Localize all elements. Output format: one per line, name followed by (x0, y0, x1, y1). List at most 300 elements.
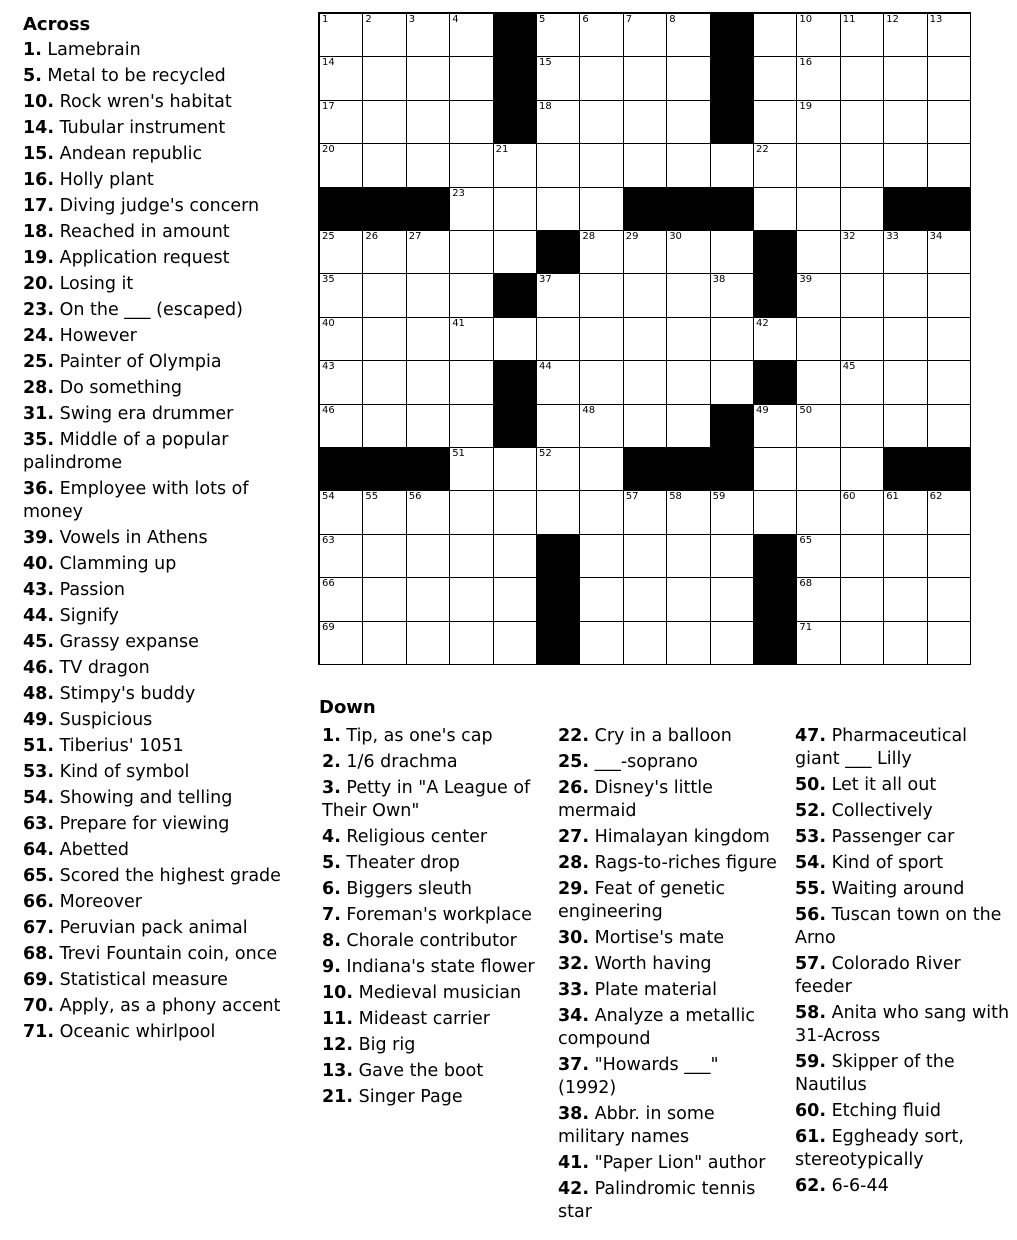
clue-number: 69 (23, 970, 48, 990)
grid-cell[interactable] (320, 491, 363, 534)
black-square (754, 622, 797, 665)
grid-cell[interactable] (494, 535, 537, 578)
clue-number: 20 (23, 274, 48, 294)
grid-cell[interactable] (363, 405, 406, 448)
grid-cell[interactable] (928, 14, 971, 57)
grid-cell[interactable] (494, 144, 537, 187)
grid-cell[interactable] (667, 318, 710, 361)
cell-number: 48 (582, 404, 596, 416)
grid-cell[interactable] (884, 535, 927, 578)
grid-cell[interactable] (797, 14, 840, 57)
grid-cell[interactable] (928, 231, 971, 274)
grid-cell[interactable] (320, 14, 363, 57)
grid-cell[interactable] (624, 361, 667, 404)
grid-cell[interactable] (667, 14, 710, 57)
clue-number: 38 (558, 1104, 583, 1124)
grid-cell[interactable] (754, 448, 797, 491)
grid-cell[interactable] (928, 578, 971, 621)
grid-cell[interactable] (797, 188, 840, 231)
grid-cell[interactable] (407, 578, 450, 621)
grid-cell[interactable] (537, 405, 580, 448)
grid-cell[interactable] (884, 318, 927, 361)
grid-cell[interactable] (407, 231, 450, 274)
clue-number-dot: . (582, 827, 590, 847)
grid-cell[interactable] (711, 231, 754, 274)
grid-cell[interactable] (841, 405, 884, 448)
grid-cell[interactable] (754, 188, 797, 231)
clue-number: 48 (23, 684, 48, 704)
grid-cell[interactable] (537, 274, 580, 317)
grid-cell[interactable] (363, 101, 406, 144)
grid-cell[interactable] (363, 274, 406, 317)
grid-cell[interactable] (711, 491, 754, 534)
grid-cell[interactable] (407, 144, 450, 187)
grid-cell[interactable] (320, 578, 363, 621)
grid-cell[interactable] (450, 144, 493, 187)
grid-cell[interactable] (320, 274, 363, 317)
grid-cell[interactable] (884, 14, 927, 57)
grid-cell[interactable] (884, 101, 927, 144)
cell-number: 39 (799, 274, 813, 286)
black-square (884, 448, 927, 491)
grid-cell[interactable] (320, 318, 363, 361)
clue-number: 51 (23, 736, 48, 756)
clue-text: TV dragon (59, 658, 150, 678)
grid-cell[interactable] (537, 144, 580, 187)
clue-number: 7 (322, 905, 335, 925)
clue-number: 6 (322, 879, 335, 899)
clue-text: Apply, as a phony accent (59, 996, 281, 1016)
grid-cell[interactable] (884, 144, 927, 187)
grid-cell[interactable] (884, 578, 927, 621)
grid-cell[interactable] (624, 14, 667, 57)
clue-23 (23, 299, 285, 322)
clue-number-dot: . (47, 144, 55, 164)
grid-cell[interactable] (884, 231, 927, 274)
cell-number: 43 (322, 361, 335, 373)
grid-cell[interactable] (320, 361, 363, 404)
clue-text: Showing and telling (59, 788, 233, 808)
black-square (711, 14, 754, 57)
clue-number: 62 (795, 1176, 820, 1196)
grid-cell[interactable] (537, 188, 580, 231)
clue-3 (322, 777, 544, 823)
cell-number: 37 (539, 274, 552, 286)
grid-cell[interactable] (624, 101, 667, 144)
grid-cell[interactable] (841, 491, 884, 534)
grid-cell[interactable] (667, 231, 710, 274)
grid-cell[interactable] (797, 578, 840, 621)
grid-cell[interactable] (841, 448, 884, 491)
clue-number: 24 (23, 326, 48, 346)
cell-number: 14 (322, 57, 335, 69)
grid-cell[interactable] (624, 578, 667, 621)
grid-cell[interactable] (580, 14, 623, 57)
grid-cell[interactable] (450, 535, 493, 578)
grid-cell[interactable] (841, 188, 884, 231)
clue-text: Let it all out (831, 775, 937, 795)
clue-number: 5 (322, 853, 335, 873)
grid-cell[interactable] (884, 491, 927, 534)
grid-cell[interactable] (580, 361, 623, 404)
grid-cell[interactable] (797, 318, 840, 361)
clue-number: 49 (23, 710, 48, 730)
grid-cell[interactable] (667, 535, 710, 578)
grid-cell[interactable] (494, 622, 537, 665)
clue-number: 5 (23, 66, 36, 86)
grid-cell[interactable] (624, 318, 667, 361)
cell-number: 21 (495, 144, 509, 156)
clue-text: Diving judge's concern (59, 196, 260, 216)
grid-cell[interactable] (494, 448, 537, 491)
clue-37 (558, 1054, 780, 1100)
clue-text: Abetted (59, 840, 130, 860)
cell-number: 40 (322, 317, 335, 329)
clue-20 (23, 273, 285, 296)
grid-cell[interactable] (711, 622, 754, 665)
grid-cell[interactable] (407, 361, 450, 404)
grid-cell[interactable] (363, 144, 406, 187)
grid-cell[interactable] (928, 274, 971, 317)
clue-number-dot: . (47, 684, 55, 704)
clue-number-dot: . (582, 980, 590, 1000)
grid-cell[interactable] (841, 144, 884, 187)
grid-cell[interactable] (884, 274, 927, 317)
clue-text: Losing it (59, 274, 134, 294)
grid-cell[interactable] (320, 405, 363, 448)
grid-cell[interactable] (320, 57, 363, 100)
black-square (537, 578, 580, 621)
grid-cell[interactable] (450, 231, 493, 274)
grid-cell[interactable] (667, 491, 710, 534)
grid-cell[interactable] (580, 144, 623, 187)
grid-cell[interactable] (754, 405, 797, 448)
grid-cell[interactable] (754, 491, 797, 534)
grid-cell[interactable] (537, 101, 580, 144)
clue-text: Lamebrain (47, 40, 141, 60)
grid-cell[interactable] (363, 361, 406, 404)
grid-cell[interactable] (363, 491, 406, 534)
clue-number-dot: . (47, 996, 55, 1016)
grid-cell[interactable] (407, 274, 450, 317)
grid-cell[interactable] (711, 361, 754, 404)
grid-cell[interactable] (711, 535, 754, 578)
clue-7 (322, 904, 544, 927)
grid-cell[interactable] (667, 578, 710, 621)
grid-cell[interactable] (797, 231, 840, 274)
grid-cell[interactable] (450, 57, 493, 100)
clue-71 (23, 1021, 285, 1044)
grid-cell[interactable] (928, 101, 971, 144)
grid-cell[interactable] (667, 101, 710, 144)
grid-cell[interactable] (711, 318, 754, 361)
black-square (754, 274, 797, 317)
grid-cell[interactable] (320, 101, 363, 144)
clue-1 (322, 725, 544, 748)
grid-cell[interactable] (580, 101, 623, 144)
grid-cell[interactable] (363, 578, 406, 621)
clue-10 (322, 982, 544, 1005)
clue-number-dot: . (47, 528, 55, 548)
grid-cell[interactable] (537, 14, 580, 57)
grid-cell[interactable] (797, 622, 840, 665)
grid-cell[interactable] (797, 274, 840, 317)
clue-text: Signify (59, 606, 119, 626)
grid-cell[interactable] (320, 144, 363, 187)
grid-cell[interactable] (494, 578, 537, 621)
cell-number: 28 (582, 231, 596, 242)
clue-number-dot: . (47, 892, 55, 912)
grid-cell[interactable] (797, 448, 840, 491)
cell-number: 68 (799, 578, 813, 590)
clue-number-dot: . (47, 814, 55, 834)
grid-cell[interactable] (841, 14, 884, 57)
grid-cell[interactable] (580, 274, 623, 317)
grid-cell[interactable] (841, 361, 884, 404)
grid-cell[interactable] (450, 622, 493, 665)
grid-cell[interactable] (407, 405, 450, 448)
grid-cell[interactable] (928, 318, 971, 361)
grid-cell[interactable] (884, 622, 927, 665)
black-square (494, 274, 537, 317)
clue-29 (558, 878, 780, 924)
grid-cell[interactable] (797, 361, 840, 404)
grid-cell[interactable] (667, 622, 710, 665)
clue-number-dot: . (47, 606, 55, 626)
clue-number: 46 (23, 658, 48, 678)
clue-number-dot: . (582, 1006, 590, 1026)
grid-cell[interactable] (580, 57, 623, 100)
clue-63 (23, 813, 285, 836)
grid-cell[interactable] (928, 622, 971, 665)
clue-text: Indiana's state flower (346, 957, 535, 977)
clue-text: Tiberius' 1051 (59, 736, 184, 756)
clue-48 (23, 683, 285, 706)
cell-number: 1 (322, 14, 329, 25)
cell-number: 33 (886, 231, 899, 242)
clue-number: 34 (558, 1006, 583, 1026)
grid-cell[interactable] (797, 144, 840, 187)
clue-number-dot: . (819, 879, 827, 899)
grid-cell[interactable] (363, 57, 406, 100)
clue-43 (23, 579, 285, 602)
grid-cell[interactable] (450, 318, 493, 361)
grid-cell[interactable] (928, 491, 971, 534)
clue-58 (795, 1002, 1013, 1048)
cell-number: 65 (799, 534, 813, 546)
cell-number: 49 (756, 404, 769, 416)
grid-cell[interactable] (450, 405, 493, 448)
clue-number-dot: . (47, 632, 55, 652)
black-square (537, 622, 580, 665)
grid-cell[interactable] (624, 231, 667, 274)
clue-text: Abbr. in some military names (558, 1104, 715, 1147)
grid-cell[interactable] (363, 231, 406, 274)
crossword-grid (318, 12, 971, 665)
grid-cell[interactable] (624, 144, 667, 187)
grid-cell[interactable] (407, 491, 450, 534)
grid-cell[interactable] (928, 57, 971, 100)
grid-cell[interactable] (580, 231, 623, 274)
clue-62 (795, 1175, 1013, 1198)
grid-cell[interactable] (841, 274, 884, 317)
grid-cell[interactable] (841, 318, 884, 361)
grid-cell[interactable] (754, 57, 797, 100)
clue-text: Worth having (594, 954, 712, 974)
grid-cell[interactable] (884, 361, 927, 404)
grid-cell[interactable] (624, 622, 667, 665)
grid-cell[interactable] (711, 144, 754, 187)
grid-cell[interactable] (580, 622, 623, 665)
grid-cell[interactable] (580, 318, 623, 361)
clue-text: Oceanic whirlpool (59, 1022, 216, 1042)
clue-number-dot: . (819, 1127, 827, 1147)
black-square (494, 405, 537, 448)
grid-cell[interactable] (363, 318, 406, 361)
grid-cell[interactable] (494, 231, 537, 274)
grid-cell[interactable] (320, 535, 363, 578)
grid-cell[interactable] (667, 144, 710, 187)
clue-38 (558, 1103, 780, 1149)
grid-cell[interactable] (363, 622, 406, 665)
grid-cell[interactable] (537, 491, 580, 534)
grid-cell[interactable] (928, 144, 971, 187)
clue-number-dot: . (47, 92, 55, 112)
grid-cell[interactable] (407, 14, 450, 57)
grid-cell[interactable] (624, 57, 667, 100)
grid-cell[interactable] (711, 274, 754, 317)
grid-cell[interactable] (580, 535, 623, 578)
clue-number-dot: . (582, 778, 590, 798)
clue-28 (558, 852, 780, 875)
clue-number: 33 (558, 980, 583, 1000)
cell-number: 61 (886, 491, 899, 503)
grid-cell[interactable] (537, 448, 580, 491)
clue-14 (23, 117, 285, 140)
grid-cell[interactable] (407, 318, 450, 361)
grid-cell[interactable] (797, 491, 840, 534)
grid-cell[interactable] (711, 578, 754, 621)
grid-cell[interactable] (363, 535, 406, 578)
grid-cell[interactable] (450, 448, 493, 491)
clue-65 (23, 865, 285, 888)
grid-cell[interactable] (624, 274, 667, 317)
grid-cell[interactable] (928, 361, 971, 404)
clue-number-dot: . (47, 788, 55, 808)
clue-number-dot: . (582, 879, 590, 899)
grid-cell[interactable] (754, 144, 797, 187)
clue-61 (795, 1126, 1013, 1172)
grid-cell[interactable] (450, 361, 493, 404)
grid-cell[interactable] (494, 491, 537, 534)
grid-cell[interactable] (884, 57, 927, 100)
clue-number: 4 (322, 827, 335, 847)
grid-cell[interactable] (450, 274, 493, 317)
grid-cell[interactable] (797, 101, 840, 144)
grid-cell[interactable] (450, 188, 493, 231)
grid-cell[interactable] (841, 578, 884, 621)
clue-number-dot: . (47, 430, 55, 450)
grid-cell[interactable] (407, 622, 450, 665)
clue-number-dot: . (334, 827, 341, 847)
clue-text: Gave the boot (358, 1061, 484, 1081)
grid-cell[interactable] (537, 361, 580, 404)
grid-cell[interactable] (797, 57, 840, 100)
grid-cell[interactable] (841, 101, 884, 144)
grid-cell[interactable] (363, 14, 406, 57)
grid-cell[interactable] (450, 578, 493, 621)
grid-cell[interactable] (407, 101, 450, 144)
clue-text: Clamming up (59, 554, 177, 574)
grid-cell[interactable] (494, 188, 537, 231)
grid-cell[interactable] (841, 231, 884, 274)
grid-cell[interactable] (754, 14, 797, 57)
clue-text: Employee with lots of money (23, 479, 249, 522)
grid-cell[interactable] (580, 188, 623, 231)
grid-cell[interactable] (320, 231, 363, 274)
grid-cell[interactable] (841, 622, 884, 665)
grid-cell[interactable] (580, 491, 623, 534)
clue-number: 40 (23, 554, 48, 574)
grid-cell[interactable] (667, 57, 710, 100)
grid-cell[interactable] (667, 405, 710, 448)
grid-cell[interactable] (754, 318, 797, 361)
cell-number: 7 (625, 14, 633, 25)
clue-text: ___-soprano (594, 752, 698, 772)
clue-number-dot: . (334, 853, 341, 873)
clue-69 (23, 969, 285, 992)
grid-cell[interactable] (667, 274, 710, 317)
grid-cell[interactable] (841, 57, 884, 100)
grid-cell[interactable] (320, 622, 363, 665)
grid-cell[interactable] (450, 101, 493, 144)
grid-cell[interactable] (537, 318, 580, 361)
grid-cell[interactable] (580, 578, 623, 621)
clue-text: Pharmaceutical giant ___ Lilly (795, 726, 968, 769)
clue-text: Peruvian pack animal (59, 918, 248, 938)
grid-cell[interactable] (450, 14, 493, 57)
grid-cell[interactable] (580, 405, 623, 448)
grid-cell[interactable] (797, 535, 840, 578)
clue-9 (322, 956, 544, 979)
grid-cell[interactable] (450, 491, 493, 534)
grid-cell[interactable] (537, 57, 580, 100)
grid-cell[interactable] (624, 405, 667, 448)
grid-cell[interactable] (407, 535, 450, 578)
grid-cell[interactable] (580, 448, 623, 491)
cell-number: 4 (452, 14, 459, 25)
clue-number: 28 (558, 853, 583, 873)
grid-cell[interactable] (928, 405, 971, 448)
cell-number: 45 (842, 361, 856, 373)
grid-cell[interactable] (841, 535, 884, 578)
grid-cell[interactable] (797, 405, 840, 448)
clue-number-dot: . (819, 1003, 827, 1023)
grid-cell[interactable] (407, 57, 450, 100)
grid-cell[interactable] (624, 491, 667, 534)
grid-cell[interactable] (494, 318, 537, 361)
grid-cell[interactable] (667, 361, 710, 404)
grid-cell[interactable] (928, 535, 971, 578)
grid-cell[interactable] (884, 405, 927, 448)
clue-number-dot: . (47, 710, 55, 730)
clue-text: Cry in a balloon (594, 726, 732, 746)
clue-text: Tubular instrument (59, 118, 226, 138)
grid-cell[interactable] (624, 535, 667, 578)
clue-text: Middle of a popular palindrome (23, 430, 229, 473)
grid-cell[interactable] (754, 101, 797, 144)
black-square (537, 231, 580, 274)
